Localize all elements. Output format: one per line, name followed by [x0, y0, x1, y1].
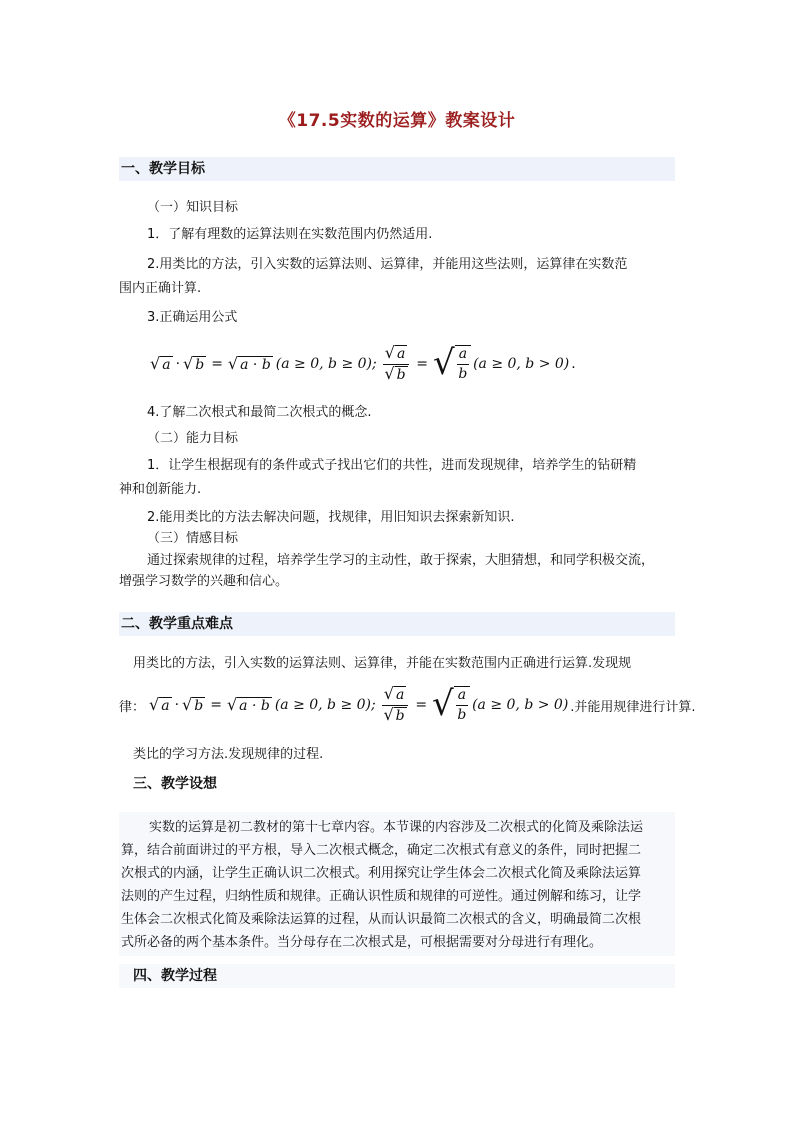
section-heading-teaching-process: 四、教学过程: [119, 964, 675, 988]
formula-condition-2: (a ≥ 0, b > 0): [473, 356, 570, 372]
key-points-line3: 类比的学习方法.发现规律的过程.: [133, 747, 324, 762]
formula-row-key-points: 律： √ a · √ b = √ a · b (a ≥ 0, b ≥ 0); √ a √ b = √ $\frac{a}{b}$ (a ≥ 0, b > 0) .并能用规律进行计算.: [119, 683, 696, 724]
teaching-idea-line1: 实数的运算是初二教材的第十七章内容。本节课的内容涉及二次根式的化简及乘除法运: [149, 820, 644, 835]
teaching-idea-line6: 式所必备的两个基本条件。当分母存在二次根式是，可根据需要对分母进行有理化。: [121, 935, 603, 950]
document-title: 《17.5实数的运算》教案设计: [278, 111, 516, 131]
formula-row-goals: √ a · √ b = √ a · b (a ≥ 0, b ≥ 0); √ a √ b = √ $\frac{a}{b}$ (a ≥ 0, b > 0) .: [150, 342, 576, 383]
key-points-prefix: 律：: [119, 699, 146, 715]
emotion-goal-line1: 通过探索规律的过程，培养学生学习的主动性，敢于探索，大胆猜想，和同学积极交流，: [147, 553, 655, 568]
sqrt-ab: √ a · b: [227, 353, 271, 373]
emotion-goal-line2: 增强学习数学的兴趣和信心。: [119, 574, 289, 589]
teaching-idea-line5: 生体会二次根式化简及乘除法运算的过程，从而认识最简二次根式的含义，明确最简二次根: [121, 912, 642, 927]
teaching-idea-line4: 法则的产生过程，归纳性质和规律。正确认识性质和规律的可逆性。通过例解和练习，让学: [121, 889, 642, 904]
emotion-goal-heading: （三）情感目标: [147, 531, 239, 546]
key-formula-condition-2: (a ≥ 0, b > 0): [472, 697, 569, 713]
key-points-line1: 用类比的方法，引入实数的运算法则、运算律，并能在实数范围内正确进行运算.发现规: [133, 656, 632, 671]
sqrt-a-over-b: √ $\frac{a}{b}$: [433, 345, 471, 383]
ability-goal-1-line1: 1．让学生根据现有的条件或式子找出它们的共性，进而发现规律，培养学生的钻研精: [147, 458, 637, 473]
knowledge-goal-3: 3.正确运用公式: [147, 310, 238, 325]
teaching-idea-paragraph: [119, 812, 675, 956]
knowledge-goal-4: 4.了解二次根式和最简二次根式的概念.: [147, 405, 372, 420]
key-points-suffix: .并能用规律进行计算.: [570, 699, 696, 715]
teaching-idea-line3: 次根式的内涵，让学生正确认识二次根式。利用探究让学生体会二次根式化简及乘除法运算: [121, 866, 642, 881]
formula-condition-1: (a ≥ 0, b ≥ 0);: [275, 356, 377, 372]
fraction-sqrt-a-over-sqrt-b: √ a √ b: [383, 345, 410, 384]
formula-end-dot: .: [571, 356, 576, 372]
sqrt-a: √ a: [150, 353, 171, 373]
ability-goal-2: 2.能用类比的方法去解决问题，找规律，用旧知识去探索新知识.: [147, 510, 515, 525]
knowledge-goal-2-line2: 围内正确计算.: [119, 281, 202, 296]
knowledge-goal-heading: （一）知识目标: [147, 200, 239, 215]
section-heading-key-points: 二、教学重点难点: [119, 612, 675, 636]
knowledge-goal-2-line1: 2.用类比的方法，引入实数的运算法则、运算律，并能用这些法则，运算律在实数范: [147, 257, 628, 272]
knowledge-goal-1: 1．了解有理数的运算法则在实数范围内仍然适用.: [147, 227, 433, 242]
teaching-idea-line2: 算，结合前面讲过的平方根，导入二次根式概念，确定二次根式有意义的条件，同时把握二: [121, 843, 642, 858]
ability-goal-heading: （二）能力目标: [147, 431, 239, 446]
ability-goal-1-line2: 神和创新能力.: [119, 482, 202, 497]
key-formula-condition-1: (a ≥ 0, b ≥ 0);: [274, 697, 376, 713]
section-heading-goals: 一、教学目标: [119, 157, 675, 181]
section-heading-teaching-idea: 三、教学设想: [133, 776, 217, 792]
sqrt-b: √ b: [183, 353, 205, 373]
